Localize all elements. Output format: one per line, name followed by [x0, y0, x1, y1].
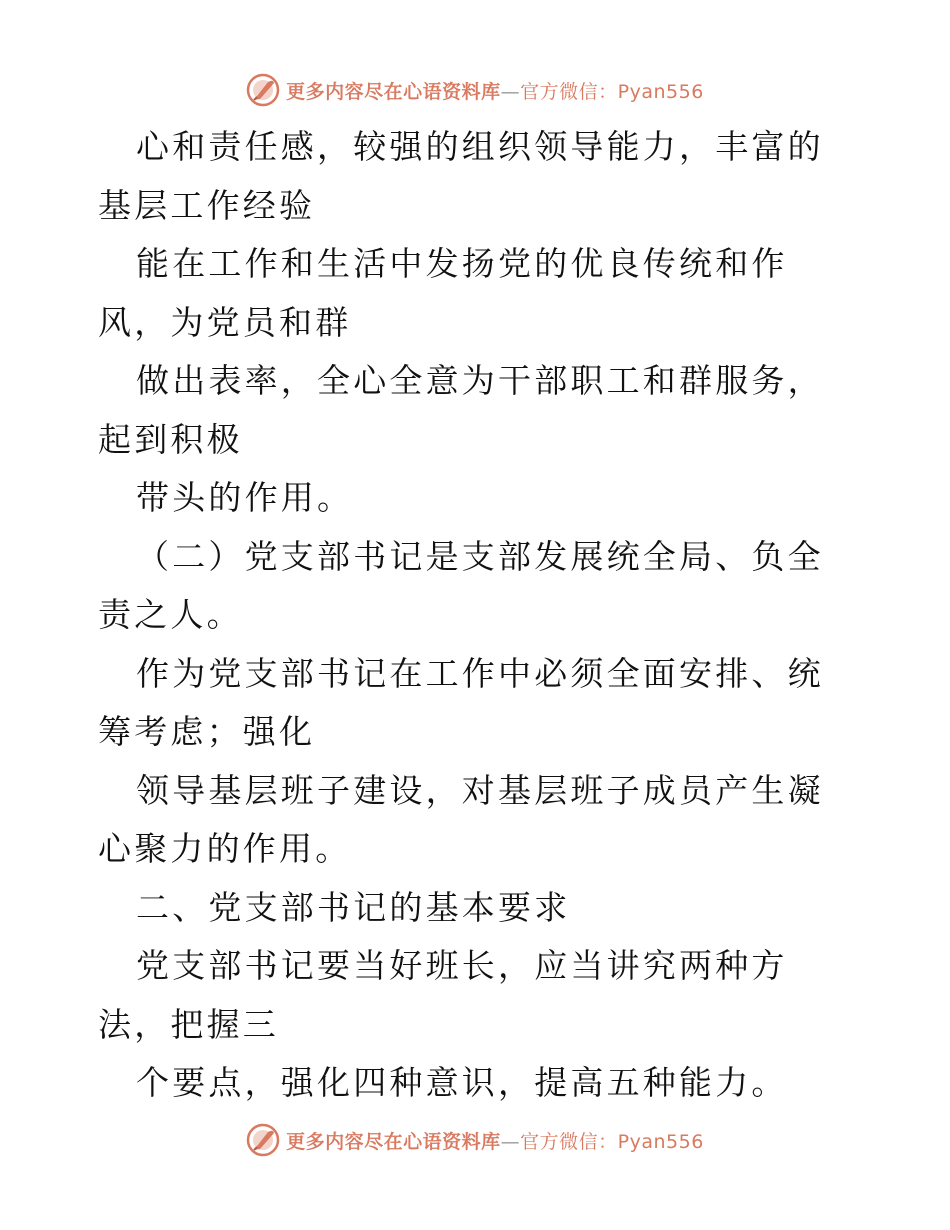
section-heading: 二、党支部书记的基本要求 [136, 887, 571, 927]
paragraph: 能在工作和生活中发扬党的优良传统和作风，为党员和群 [98, 244, 788, 342]
footer-watermark [0, 1120, 950, 1160]
paragraph: 带头的作用。 [136, 478, 354, 517]
quill-pen-logo-icon [246, 73, 280, 107]
watermark-site-text: 更多内容尽在心语资料库 [286, 1130, 501, 1153]
watermark-site-text: 更多内容尽在心语资料库 [286, 80, 501, 103]
paragraph: 做出表率，全心全意为干部职工和群服务，起到积极 [98, 361, 824, 459]
watermark-contact-text: 官方微信：Pyan556 [520, 1130, 704, 1153]
watermark-contact-text: 官方微信：Pyan556 [520, 80, 704, 103]
watermark-separator: — [500, 80, 521, 103]
paragraph: 领导基层班子建设，对基层班子成员产生凝心聚力的作用。 [98, 770, 824, 868]
paragraph: 心和责任感，较强的组织领导能力，丰富的基层工作经验 [98, 127, 824, 225]
paragraph: 作为党支部书记在工作中必须全面安排、统筹考虑；强化 [98, 653, 824, 751]
paragraph: （二）党支部书记是支部发展统全局、负全责之人。 [98, 536, 824, 634]
header-watermark [0, 70, 950, 110]
watermark-separator: — [500, 1130, 521, 1153]
document-body [98, 118, 858, 1113]
paragraph: 个要点，强化四种意识，提高五种能力。 [136, 1063, 788, 1102]
paragraph: 党支部书记要当好班长，应当讲究两种方法，把握三 [98, 946, 788, 1044]
quill-pen-logo-icon [246, 1123, 280, 1157]
